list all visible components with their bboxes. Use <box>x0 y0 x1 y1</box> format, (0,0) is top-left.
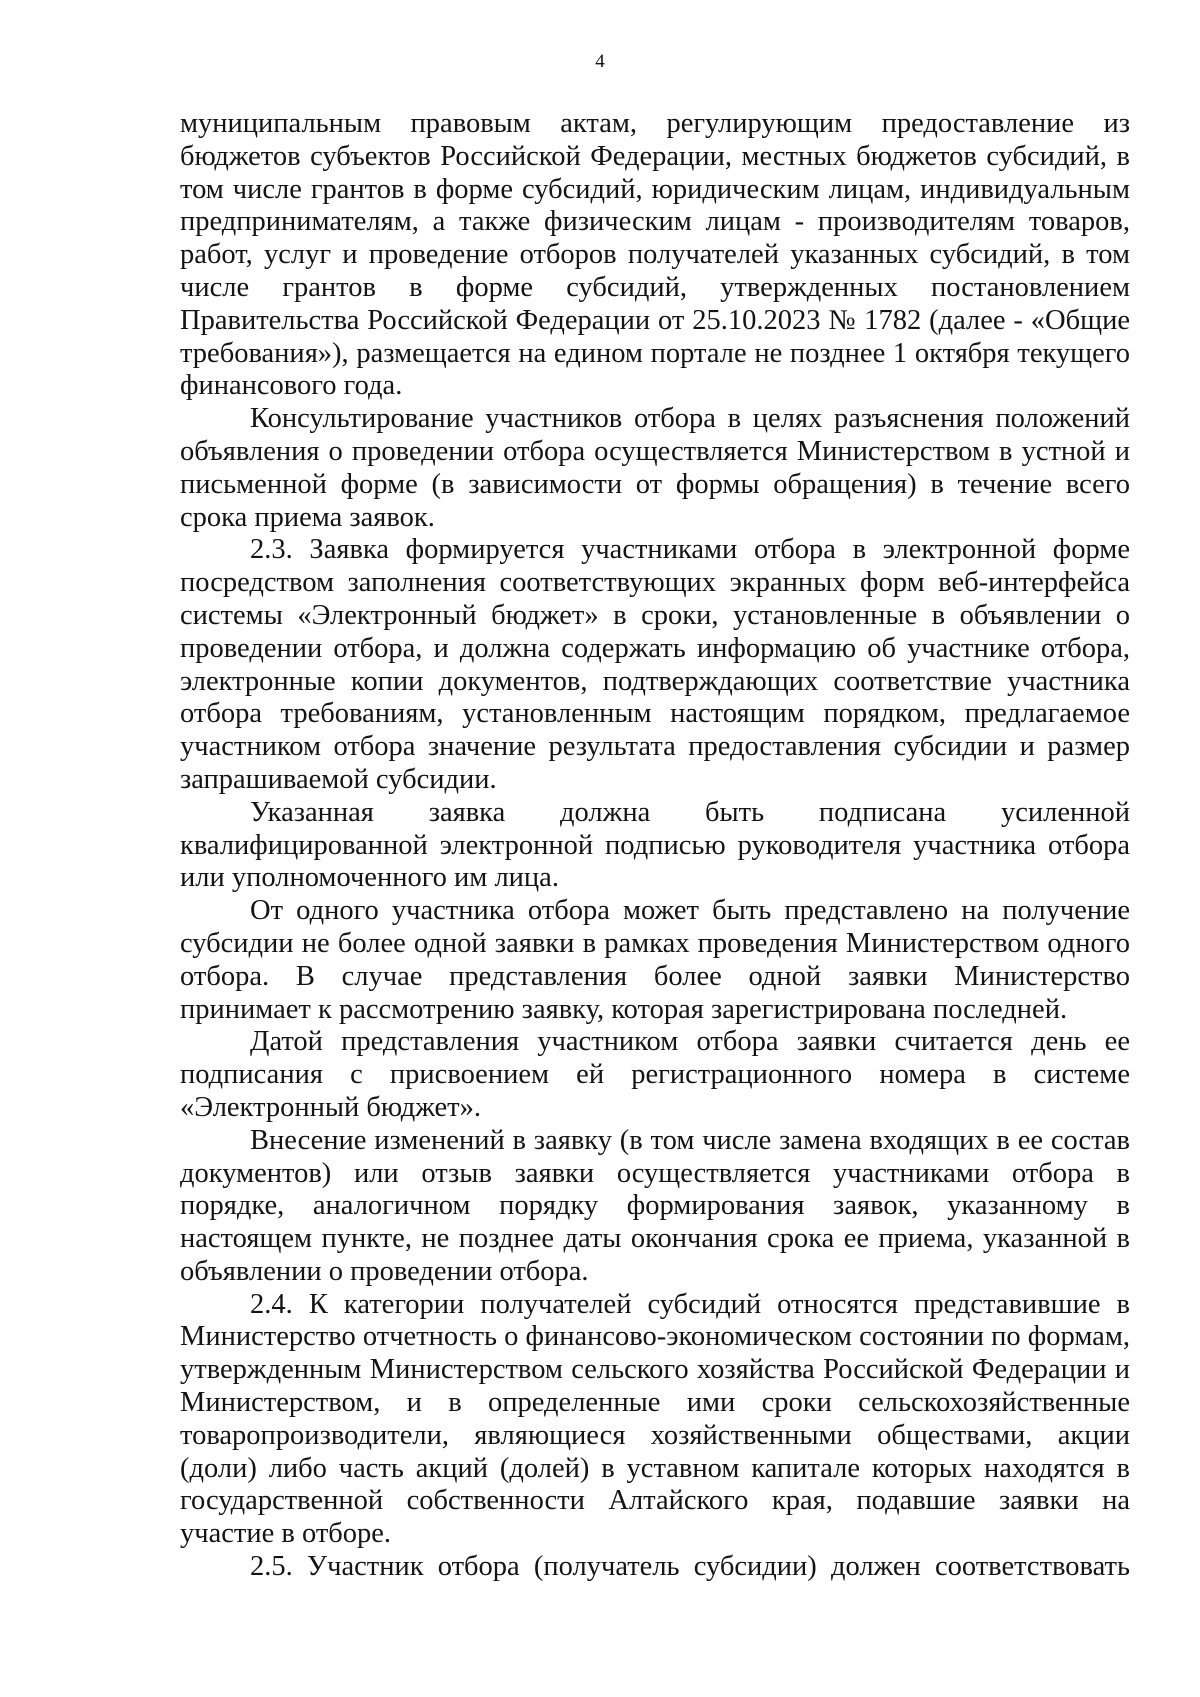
paragraph-2-3: 2.3. Заявка формируется участниками отбора в электронной форме посредством заполнения соответствующих экранных форм веб-интерфейса системы «Электронный бюджет» в сроки, установленные в объявлении о проведении отбора, и должна содержать информацию об участнике отбора, электронные копии документов, подтверждающих соответствие участника отбора требованиям, установленным настоящим порядком, предлагаемое участником отбора значение результата предоставления субсидии и размер запрашиваемой субсидии. <box>180 534 1130 795</box>
paragraph-continuation: муниципальным правовым актам, регулирующим предоставление из бюджетов субъектов Российской Федерации, местных бюджетов субсидий, в том числе грантов в форме субсидий, юридическим лицам, индивидуальным предпринимателям, а также физическим лицам - производителям товаров, работ, услуг и проведение отборов получателей указанных субсидий, в том числе грантов в форме субсидий, утвержденных постановлением Правительства Российской Федерации от 25.10.2023 № 1782 (далее - «Общие требования»), размещается на едином портале не позднее 1 октября текущего финансового года. <box>180 108 1130 402</box>
paragraph-consultation: Консультирование участников отбора в целях разъяснения положений объявления о проведении отбора осуществляется Министерством в устной и письменной форме (в зависимости от формы обращения) в течение всего срока приема заявок. <box>180 403 1130 533</box>
paragraph-submission-date: Датой представления участником отбора заявки считается день ее подписания с присвоением ей регистрационного номера в системе «Электронный бюджет». <box>180 1026 1130 1123</box>
paragraph-2-4: 2.4. К категории получателей субсидий относятся представившие в Министерство отчетность о финансово-экономическом состоянии по формам, утвержденным Министерством сельского хозяйства Российской Федерации и Министерством, и в определенные ими сроки сельскохозяйственные товаропроизводители, являющиеся хозяйственными обществами, акции (доли) либо часть акций (долей) в уставном капитале которых находятся в государственной собственности Алтайского края, подавшие заявки на участие в отборе. <box>180 1288 1130 1550</box>
paragraph-single-application: От одного участника отбора может быть представлено на получение субсидии не более одной заявки в рамках проведения Министерством одного отбора. В случае представления более одной заявки Министерство принимает к рассмотрению заявку, которая зарегистрирована последней. <box>180 895 1130 1025</box>
paragraph-2-5: 2.5. Участник отбора (получатель субсидии) должен соответствовать <box>250 1551 1130 1583</box>
paragraph-amendments: Внесение изменений в заявку (в том числе замена входящих в ее состав документов) или отзыв заявки осуществляется участниками отбора в порядке, аналогичном порядку формирования заявок, указанному в настоящем пункте, не позднее даты окончания срока ее приема, указанной в объявлении о проведении отбора. <box>180 1124 1130 1287</box>
document-body <box>180 108 1130 1584</box>
page-number: 4 <box>595 51 605 72</box>
paragraph-signature: Указанная заявка должна быть подписана усиленной квалифицированной электронной подписью руководителя участника отбора или уполномоченного им лица. <box>180 796 1130 894</box>
